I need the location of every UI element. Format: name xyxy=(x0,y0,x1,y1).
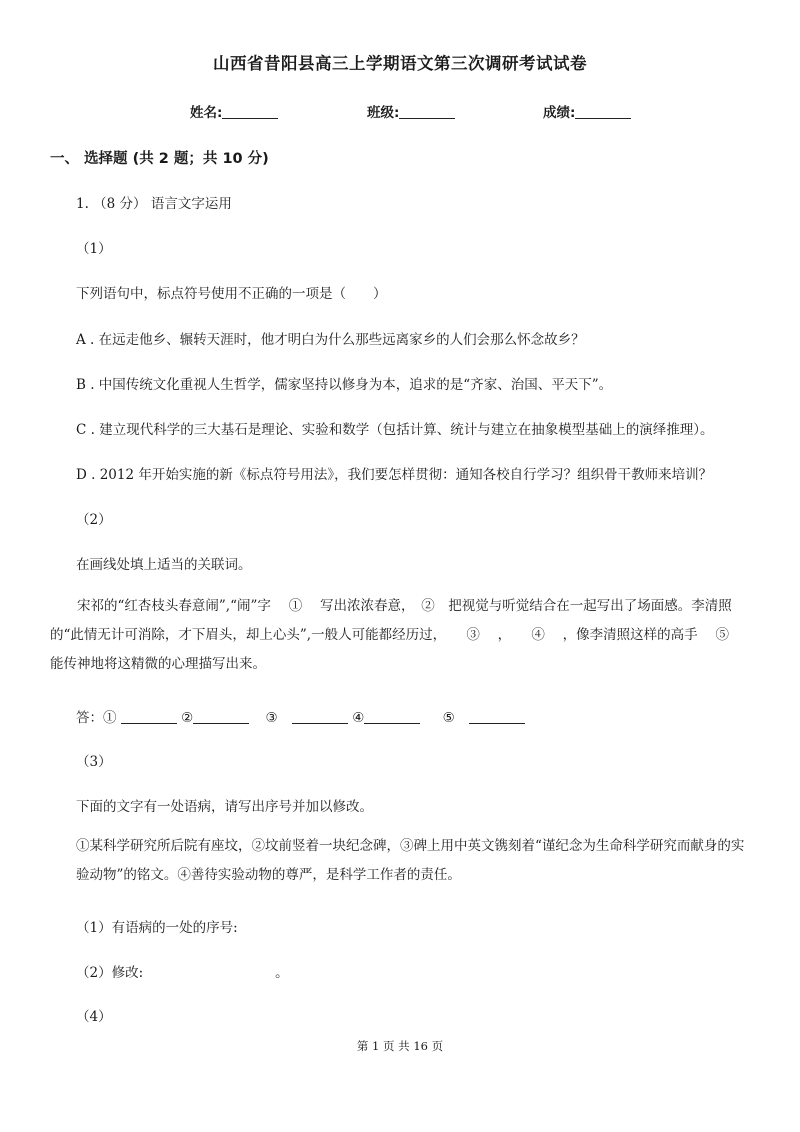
section-heading: 一、 选择题 (共 2 题；共 10 分) xyxy=(50,151,269,167)
score-blank[interactable] xyxy=(575,104,631,119)
score-field xyxy=(543,101,631,121)
answer-blank-1[interactable] xyxy=(121,709,177,724)
passage-2: 宋祁的“红杏枝头春意闹”,“闹”字 ① 写出浓浓春意， ② 把视觉与听觉结合在一起写出了场面感。李清照的“此情无计可消除，才下眉头，却上心头”,一般人可能都经历过， ③ ， ④ ，像李清照这样的高手 ⑤ 能传神地将这精微的心理描写出来。 xyxy=(50,598,747,672)
sub-question-2-number: （2） xyxy=(76,512,112,528)
answer-blank-5[interactable] xyxy=(469,709,525,724)
page-footer: 第 1 页 共 16 页 xyxy=(356,1039,444,1053)
name-label: 姓名: xyxy=(190,105,223,121)
marker-5: ⑤ xyxy=(442,710,455,726)
answer-blank-2[interactable] xyxy=(193,709,249,724)
sub-question-4-number: （4） xyxy=(76,1009,112,1025)
marker-3: ③ xyxy=(265,710,278,726)
name-field xyxy=(190,101,278,121)
passage-3 xyxy=(50,832,756,890)
class-field xyxy=(367,101,455,121)
ask-3b-line xyxy=(76,961,289,981)
sub-question-3-number: （3） xyxy=(76,754,112,770)
ask-3b-end: 。 xyxy=(275,965,289,981)
answer-blank-4[interactable] xyxy=(364,709,420,724)
class-label: 班级: xyxy=(367,105,400,121)
answer-2-line xyxy=(76,706,525,726)
answer-blank-3[interactable] xyxy=(292,709,348,724)
sub-question-3-instruction: 下面的文字有一处语病，请写出序号并加以修改。 xyxy=(76,799,373,815)
marker-4: ④ xyxy=(352,710,365,726)
class-blank[interactable] xyxy=(399,104,455,119)
ask-3a: （1）有语病的一处的序号: xyxy=(76,920,238,936)
option-c[interactable]: C . 建立现代科学的三大基石是理论、实验和数学（包括计算、统计与建立在抽象模型基础上的演绎推理）。 xyxy=(76,422,714,438)
question-1-header: 1. （8 分） 语言文字运用 xyxy=(76,196,232,212)
answer-prefix: 答： xyxy=(76,710,103,726)
sub-question-1-stem: 下列语句中，标点符号使用不正确的一项是（ ） xyxy=(76,286,387,302)
marker-1: ① xyxy=(103,710,117,726)
page-title: 山西省昔阳县高三上学期语文第三次调研考试试卷 xyxy=(213,54,587,73)
option-a[interactable]: A . 在远走他乡、辗转天涯时，他才明白为什么那些远离家乡的人们会那么怀念故乡？ xyxy=(76,332,585,348)
option-b[interactable]: B . 中国传统文化重视人生哲学，儒家坚持以修身为本，追求的是“齐家、治国、平天下”。 xyxy=(76,377,613,393)
score-label: 成绩: xyxy=(543,105,576,121)
passage-3-text: ①某科学研究所后院有座坟，②坟前竖着一块纪念碑，③碑上用中英文镌刻着“谨纪念为生命科学研究而献身的实验动物”的铭文。④善待实验动物的尊严，是科学工作者的责任。 xyxy=(76,838,745,883)
ask-3b-label: （2）修改: xyxy=(76,965,144,981)
name-blank[interactable] xyxy=(222,104,278,119)
sub-question-1-number: （1） xyxy=(76,241,112,257)
marker-2: ② xyxy=(181,710,194,726)
option-d[interactable]: D . 2012 年开始实施的新《标点符号用法》，我们要怎样贯彻：通知各校自行学习？组织骨干教师来培训？ xyxy=(76,467,713,483)
sub-question-2-instruction: 在画线处填上适当的关联词。 xyxy=(76,557,252,573)
